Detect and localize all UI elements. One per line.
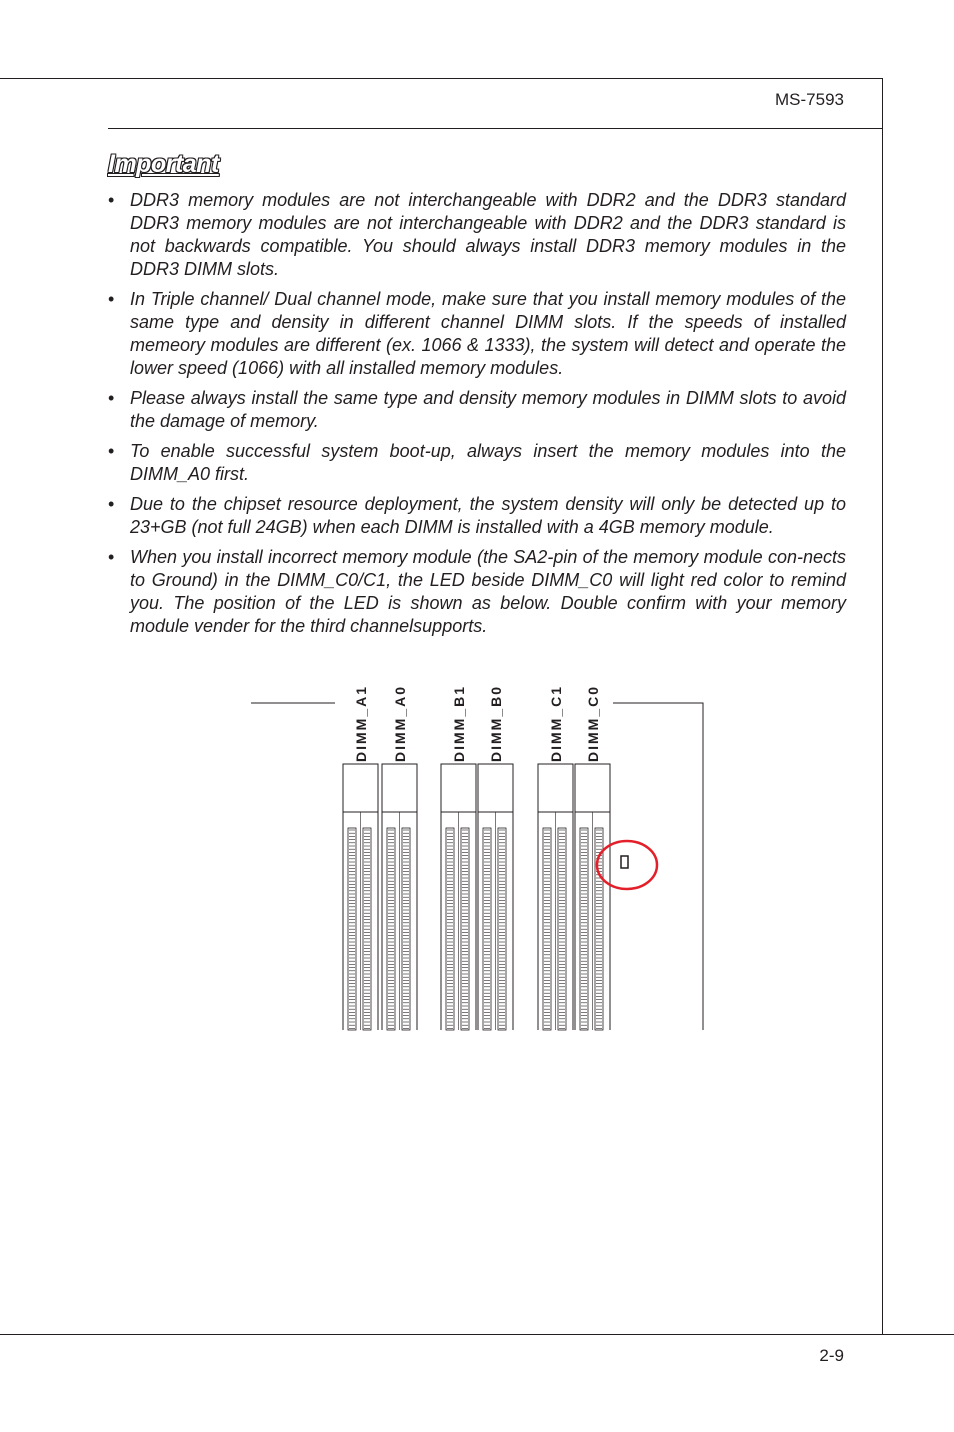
- pin-column: [348, 828, 356, 1030]
- dimm-slot-label: DIMM_A1: [353, 684, 369, 762]
- note-text: To enable successful system boot-up, always insert the memory modules into the DIMM_A0 first.: [130, 441, 846, 484]
- note-text: In Triple channel/ Dual channel mode, make sure that you install memory modules of the same type and density in different channel DIMM slots. If the speeds of installed memeory modules are different (ex. 1066 & 1333), the system will detect and operate the lower speed (1066) with all installed memory modules.: [130, 289, 846, 378]
- slot-latch: [538, 764, 573, 812]
- pin-column: [558, 828, 566, 1030]
- bullet: •: [108, 388, 115, 408]
- led-icon: [621, 856, 628, 868]
- pin-column: [483, 828, 491, 1030]
- bullet: •: [108, 547, 115, 567]
- dimm-slot-label: DIMM_A0: [392, 684, 408, 762]
- slot-latch: [343, 764, 378, 812]
- pin-column: [461, 828, 469, 1030]
- note-text: When you install incorrect memory module (the SA2-pin of the memory module con-nects to Ground) in the DIMM_C0/C1, the LED beside DIMM_C0 will light red color to remind you. The position of the LED is shown as below. Double confirm with your memory module vender for the third channelsupports.: [130, 547, 846, 636]
- dimm-slot: [478, 685, 513, 1030]
- slot-latch: [382, 764, 417, 812]
- note-text: Please always install the same type and density memory modules in DIMM slots to avoid the damage of memory.: [130, 388, 846, 431]
- bullet: •: [108, 441, 115, 461]
- pin-column: [580, 828, 588, 1030]
- note-text: Due to the chipset resource deployment, the system density will only be detected up to 23+GB (not full 24GB) when each DIMM is installed with a 4GB memory module.: [130, 494, 846, 537]
- bullet: •: [108, 289, 115, 309]
- dimm-slot-label: DIMM_C0: [585, 684, 601, 762]
- pin-column: [402, 828, 410, 1030]
- slot-latch: [478, 764, 513, 812]
- pin-column: [446, 828, 454, 1030]
- dimm-slot-label: DIMM_B0: [488, 684, 504, 762]
- pin-column: [387, 828, 395, 1030]
- slot-latch: [441, 764, 476, 812]
- dimm-slot-label: DIMM_B1: [451, 684, 467, 762]
- bullet: •: [108, 190, 115, 210]
- dimm-slot: [382, 685, 417, 1030]
- dimm-slot-label: DIMM_C1: [548, 684, 564, 762]
- pin-column: [543, 828, 551, 1030]
- slot-latch: [575, 764, 610, 812]
- model-number: MS-7593: [775, 90, 844, 109]
- note-text: DDR3 memory modules are not interchangeable with DDR2 and the DDR3 standard DDR3 memory modules are not interchangeable with DDR2 and the DDR3 standard is not backwards compatible. You should always install DDR3 memory modules in the DDR3 DIMM slots.: [130, 190, 846, 279]
- pin-column: [498, 828, 506, 1030]
- dimm-slot: [575, 685, 610, 1030]
- bullet: •: [108, 494, 115, 514]
- important-heading: Important: [108, 150, 219, 178]
- pin-column: [363, 828, 371, 1030]
- page-number: 2-9: [819, 1346, 844, 1365]
- dimm-slot: [343, 685, 378, 1030]
- dimm-slot: [441, 685, 476, 1030]
- dimm-slots: [343, 685, 610, 1030]
- dimm-slot: [538, 685, 573, 1030]
